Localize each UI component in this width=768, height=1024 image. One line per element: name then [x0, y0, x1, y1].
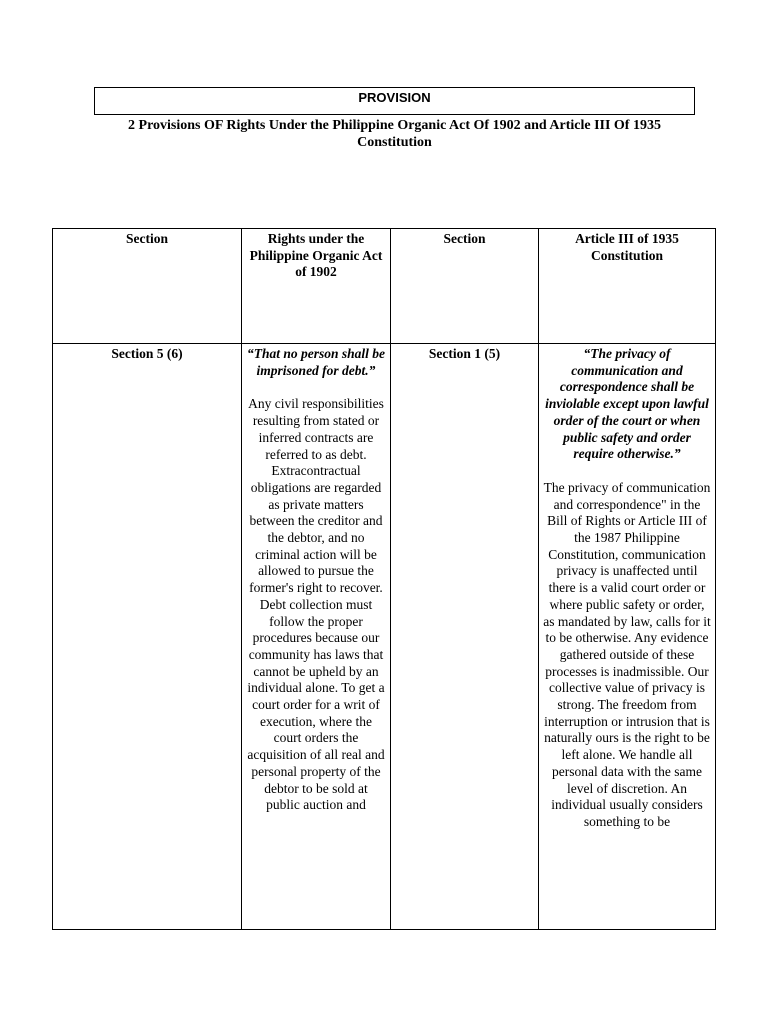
- cell-rights-1902: [242, 344, 391, 930]
- header-section-1935: Section: [391, 229, 539, 344]
- section-label-1935: Section 1 (5): [428, 346, 501, 361]
- table-header-row: [53, 229, 716, 344]
- document-title: 2 Provisions OF Rights Under the Philippine Organic Act Of 1902 and Article III Of 1935 Constitution: [128, 118, 661, 150]
- table-row: [53, 344, 716, 930]
- quote-1935: “The privacy of communication and correspondence shall be inviolable except upon lawful order of the court or when public safety and order require otherwise.”: [545, 346, 709, 462]
- quote-1902: “That no person shall be imprisoned for debt.”: [246, 346, 386, 378]
- explanation-1935: The privacy of communication and correspondence" in the Bill of Rights or Article III of the 1987 Philippine Constitution, communication privacy is unaffected until there is a valid court order or where public safety or order, as mandated by law, calls for it to be otherwise. Any evidence gathered outside of these processes is inadmissible. Our collective value of privacy is strong. The freedom from interruption or intrusion that is naturally ours is the right to be left alone. We handle all personal data with the same level of discretion. An individual usually considers something to be: [543, 479, 711, 829]
- provision-header: PROVISION: [94, 87, 695, 115]
- header-section-1902: Section: [53, 229, 242, 344]
- cell-section-1902: [53, 344, 242, 930]
- explanation-1902: Any civil responsibilities resulting from stated or inferred contracts are referred to as debt. Extracontractual obligations are regarded as private matters between the creditor and the debtor, and no criminal action will be allowed to pursue the former's right to recover. Debt collection must follow the proper procedures because our community has laws that cannot be upheld by an individual alone. To get a court order for a writ of execution, where the court orders the acquisition of all real and personal property of the debtor to be sold at public auction and: [247, 396, 385, 813]
- section-label-1902: Section 5 (6): [111, 346, 183, 361]
- header-rights-1902: Rights under the Philippine Organic Act of 1902: [242, 229, 391, 344]
- rights-table: [52, 228, 716, 930]
- cell-article-1935: [539, 344, 716, 930]
- cell-section-1935: [391, 344, 539, 930]
- header-article-1935: Article III of 1935 Constitution: [539, 229, 716, 344]
